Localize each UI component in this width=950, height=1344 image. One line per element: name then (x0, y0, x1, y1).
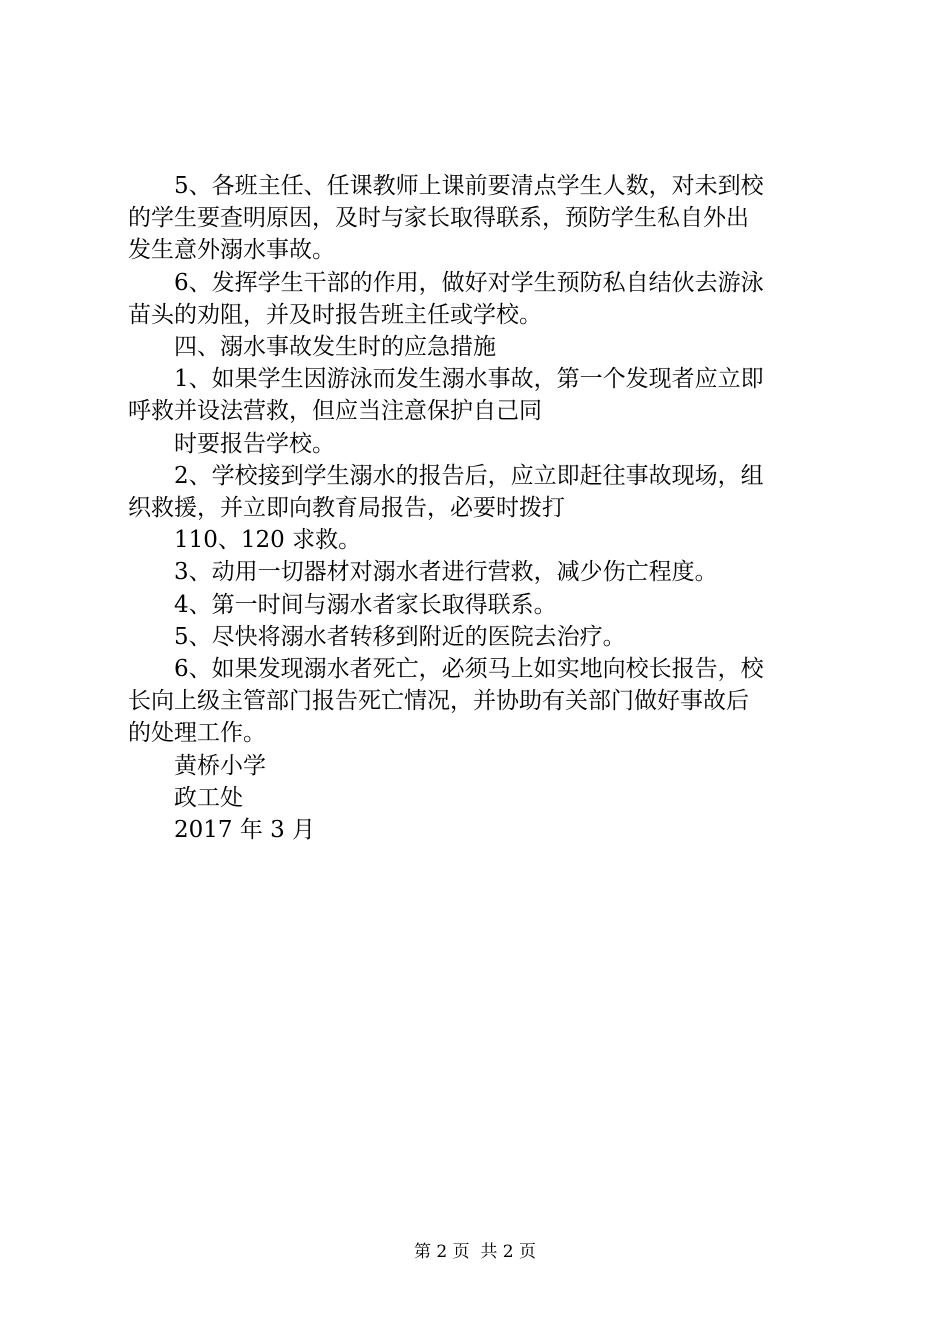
document-line: 长向上级主管部门报告死亡情况，并协助有关部门做好事故后 (128, 688, 749, 715)
document-line: 3、动用一切器材对溺水者进行营救，减少伤亡程度。 (174, 559, 718, 586)
document-line: 发生意外溺水事故。 (128, 237, 335, 264)
document-line: 4、第一时间与溺水者家长取得联系。 (174, 591, 557, 618)
document-line: 时要报告学校。 (174, 430, 335, 457)
document-line: 四、溺水事故发生时的应急措施 (174, 334, 496, 361)
page-footer (0, 1240, 950, 1264)
document-line: 1、如果学生因游泳而发生溺水事故，第一个发现者应立即 (174, 366, 764, 393)
document-line: 政工处 (174, 784, 243, 811)
document-line: 2017 年 3 月 (174, 817, 316, 844)
document-line: 呼救并设法营救，但应当注意保护自己同 (128, 398, 542, 425)
document-line: 黄桥小学 (174, 752, 266, 779)
document-line: 110、120 求救。 (174, 527, 362, 554)
document-line: 织救援，并立即向教育局报告，必要时拨打 (128, 495, 565, 522)
document-line: 5、尽快将溺水者转移到附近的医院去治疗。 (174, 623, 626, 650)
document-line: 的处理工作。 (128, 720, 266, 747)
document-line: 苗头的劝阻，并及时报告班主任或学校。 (128, 301, 542, 328)
document-line: 2、学校接到学生溺水的报告后，应立即赶往事故现场，组 (174, 462, 764, 489)
page-number-label: 第 2 页 共 2 页 (413, 1242, 537, 1262)
document-line: 6、如果发现溺水者死亡，必须马上如实地向校长报告，校 (174, 656, 764, 683)
document-line: 6、发挥学生干部的作用，做好对学生预防私自结伙去游泳 (174, 269, 764, 296)
document-body (128, 170, 828, 846)
document-line: 的学生要查明原因，及时与家长取得联系，预防学生私自外出 (128, 205, 749, 232)
document-line: 5、各班主任、任课教师上课前要清点学生人数，对未到校 (174, 173, 764, 199)
